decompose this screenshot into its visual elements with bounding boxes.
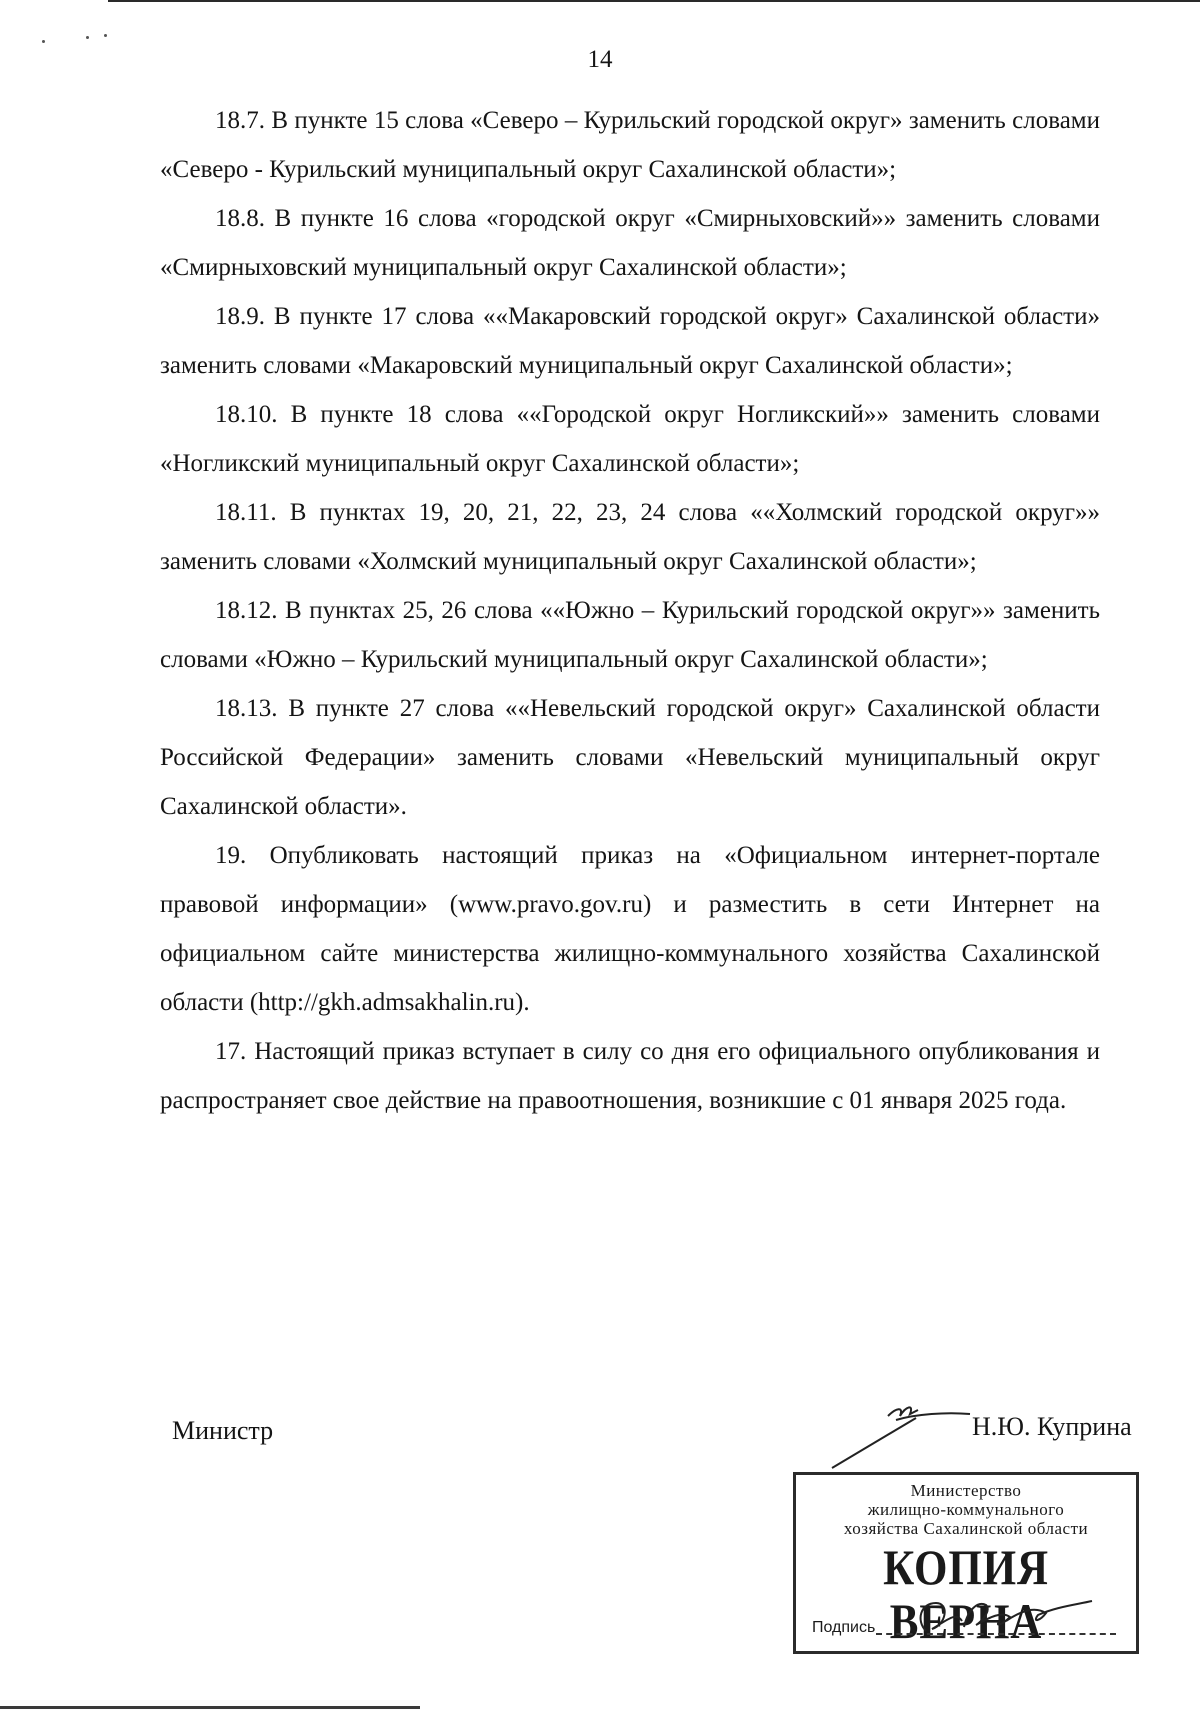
stamp-title: КОПИЯ ВЕРНА [883,1539,1049,1649]
stamp-sign-line [876,1633,1116,1635]
stamp-line-1: Министерство [910,1481,1022,1500]
stamp-sign-label: Подпись [812,1619,876,1636]
paragraph-18-12: 18.12. В пунктах 25, 26 слова ««Южно – Курильский городской округ»» заменить словами «Южно – Курильский муниципальный округ Сахалинской области»; [160,597,1100,673]
scan-edge-top [108,0,1200,2]
page-number: 14 [587,46,613,73]
scan-speck [86,36,89,39]
paragraph-18-11: 18.11. В пунктах 19, 20, 21, 22, 23, 24 слова ««Холмский городской округ»» заменить словами «Холмский муниципальный округ Сахалинской области»; [160,499,1100,575]
signatory-position: Министр [172,1416,274,1445]
stamp-line-3: хозяйства Сахалинской области [843,1519,1089,1538]
certified-copy-stamp [793,1472,1139,1654]
paragraph-17: 17. Настоящий приказ вступает в силу со дня его официального опубликования и распространяет свое действие на правоотношения, возникшие с 01 января 2025 года. [160,1038,1100,1114]
handwritten-signature [826,1396,976,1476]
paragraph-19: 19. Опубликовать настоящий приказ на «Официальном интернет-портале правовой информации» (www.pravo.gov.ru) и разместить в сети Интернет на официальном сайте министерства жилищно-коммунального хозяйства Сахалинской области (http://gkh.admsakhalin.ru). [160,842,1100,1016]
scan-speck [104,34,107,37]
paragraph-18-9: 18.9. В пункте 17 слова ««Макаровский городской округ» Сахалинской области» заменить словами «Макаровский муниципальный округ Сахалинской области»; [160,303,1100,379]
stamp-line-2: жилищно-коммунального [867,1500,1065,1519]
paragraph-18-10: 18.10. В пункте 18 слова ««Городской округ Ногликский»» заменить словами «Ногликский муниципальный округ Сахалинской области»; [160,401,1100,477]
paragraph-18-7: 18.7. В пункте 15 слова «Северо – Курильский городской округ» заменить словами «Северо - Курильский муниципальный округ Сахалинской области»; [160,107,1100,183]
stamp-handwritten-signature [906,1591,1096,1641]
paragraph-18-8: 18.8. В пункте 16 слова «городской округ «Смирныховский»» заменить словами «Смирныховский муниципальный округ Сахалинской области»; [160,205,1100,281]
paragraph-18-13: 18.13. В пункте 27 слова ««Невельский городской округ» Сахалинской области Российской Федерации» заменить словами «Невельский муниципальный округ Сахалинской области». [160,695,1100,820]
document-body [160,96,1100,1125]
scan-speck [42,40,45,43]
signatory-name: Н.Ю. Куприна [972,1412,1132,1441]
scan-edge-bottom [0,1706,420,1709]
